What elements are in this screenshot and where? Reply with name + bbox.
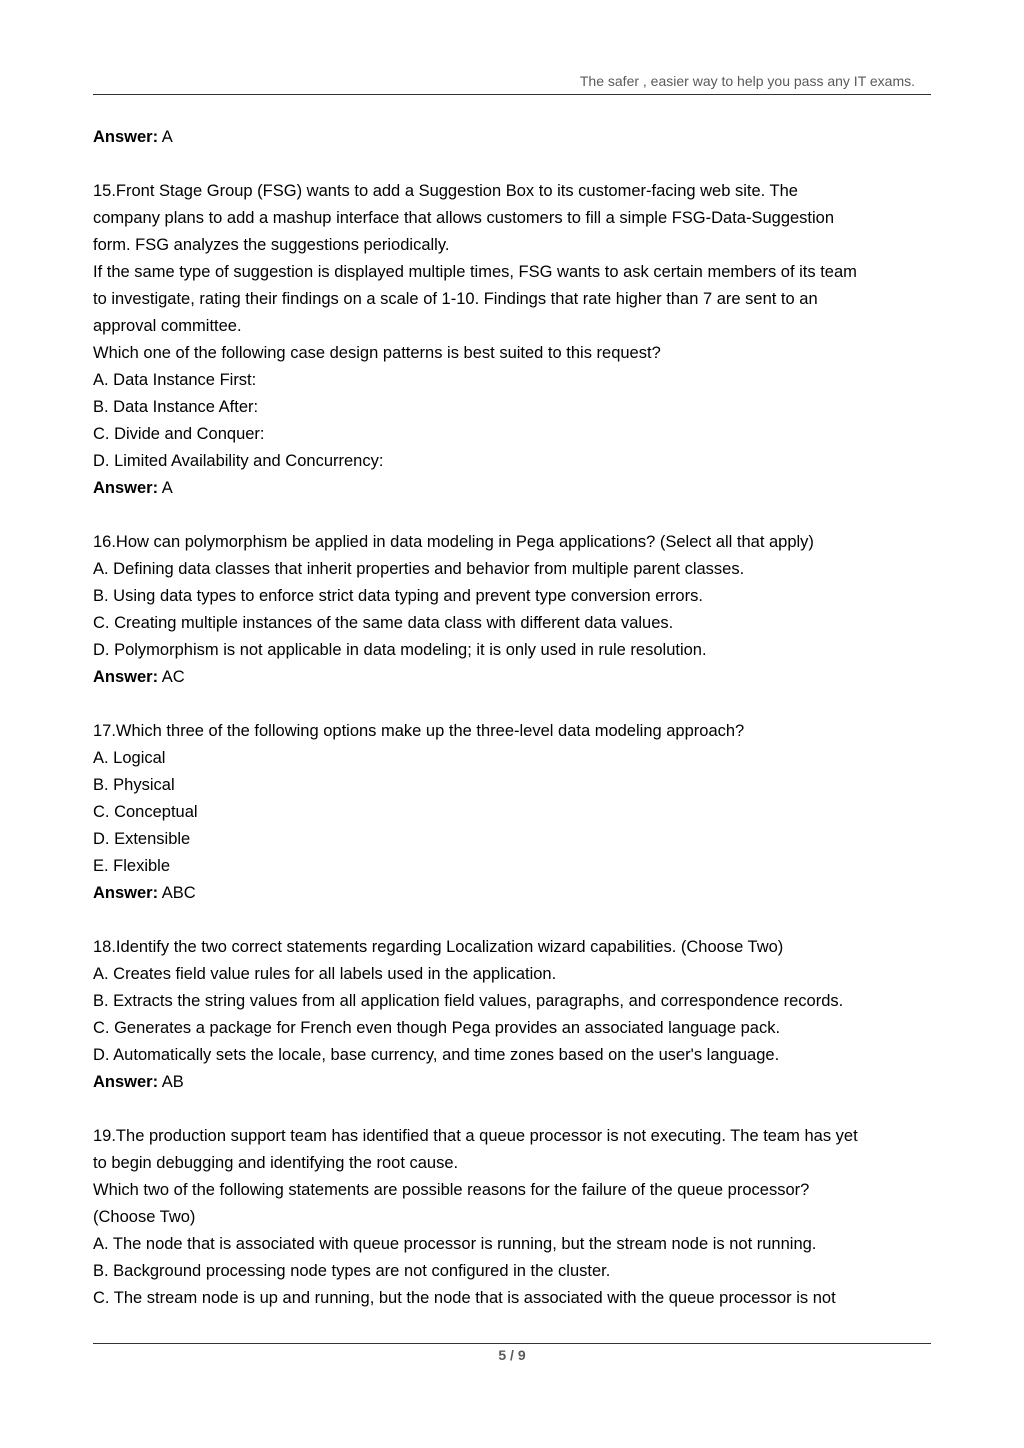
answer-option: A. Creates field value rules for all labels used in the application.	[93, 965, 557, 983]
answer-option: D. Limited Availability and Concurrency:	[93, 452, 384, 470]
answer-option: B. Physical	[93, 776, 175, 794]
answer-option: D. Extensible	[93, 830, 191, 848]
answer-value: A	[161, 479, 173, 497]
answer-option: D. Automatically sets the locale, base currency, and time zones based on the user's language.	[93, 1046, 780, 1064]
question-17	[93, 718, 938, 907]
document-body	[93, 124, 938, 1312]
spacer	[93, 151, 938, 178]
answer-line	[93, 664, 938, 691]
answer-label: Answer:	[93, 1073, 159, 1091]
answer-option: C. Creating multiple instances of the same data class with different data values.	[93, 614, 674, 632]
question-19	[93, 1123, 938, 1312]
answer-option: C. The stream node is up and running, but the node that is associated with the queue processor is not	[93, 1289, 836, 1307]
answer-option: B. Using data types to enforce strict data typing and prevent type conversion errors.	[93, 587, 703, 605]
header-tagline: The safer , easier way to help you pass any IT exams.	[579, 73, 915, 89]
question-text-line: Which one of the following case design patterns is best suited to this request?	[93, 344, 661, 362]
answer-value: AB	[161, 1073, 184, 1091]
answer-option: C. Generates a package for French even though Pega provides an associated language pack.	[93, 1019, 781, 1037]
question-text-line: to investigate, rating their findings on a scale of 1-10. Findings that rate higher than 7 are sent to an	[93, 290, 818, 308]
question-15	[93, 178, 938, 502]
answer-option: B. Extracts the string values from all application field values, paragraphs, and correspondence records.	[93, 992, 844, 1010]
answer-value: ABC	[161, 884, 196, 902]
question-text-line: 17.Which three of the following options make up the three-level data modeling approach?	[93, 722, 745, 740]
answer-option: A. Data Instance First:	[93, 371, 257, 389]
answer-option: A. The node that is associated with queue processor is running, but the stream node is not running.	[93, 1235, 817, 1253]
answer-label: Answer:	[93, 668, 159, 686]
question-text-line: 18.Identify the two correct statements regarding Localization wizard capabilities. (Choose Two)	[93, 938, 784, 956]
answer-label: Answer:	[93, 884, 159, 902]
answer-option: C. Conceptual	[93, 803, 198, 821]
answer-label: Answer:	[93, 479, 159, 497]
question-16	[93, 529, 938, 691]
question-text-line: company plans to add a mashup interface that allows customers to fill a simple FSG-Data-Suggestion	[93, 209, 835, 227]
question-text-line: 15.Front Stage Group (FSG) wants to add a Suggestion Box to its customer-facing web site. The	[93, 182, 798, 200]
answer-line	[93, 124, 938, 151]
question-text-line: form. FSG analyzes the suggestions periodically.	[93, 236, 450, 254]
footer-divider	[93, 1343, 931, 1344]
page-number: 5 / 9	[498, 1347, 526, 1363]
answer-option: D. Polymorphism is not applicable in data modeling; it is only used in rule resolution.	[93, 641, 707, 659]
question-text-line: Which two of the following statements are possible reasons for the failure of the queue processor?	[93, 1181, 810, 1199]
question-text-line: 19.The production support team has identified that a queue processor is not executing. The team has yet	[93, 1127, 858, 1145]
question-text-line: If the same type of suggestion is displayed multiple times, FSG wants to ask certain members of its team	[93, 263, 857, 281]
answer-value: A	[161, 128, 173, 146]
answer-line	[93, 1069, 938, 1096]
answer-option: B. Background processing node types are not configured in the cluster.	[93, 1262, 611, 1280]
answer-line	[93, 880, 938, 907]
spacer	[93, 1096, 938, 1123]
answer-option: B. Data Instance After:	[93, 398, 259, 416]
answer-label: Answer:	[93, 128, 159, 146]
question-text-line: 16.How can polymorphism be applied in data modeling in Pega applications? (Select all that apply)	[93, 533, 814, 551]
question-text-line: (Choose Two)	[93, 1208, 196, 1226]
spacer	[93, 691, 938, 718]
question-18	[93, 934, 938, 1096]
question-text-line: to begin debugging and identifying the root cause.	[93, 1154, 459, 1172]
answer-line	[93, 475, 938, 502]
answer-value: AC	[161, 668, 185, 686]
answer-option: E. Flexible	[93, 857, 171, 875]
answer-option: C. Divide and Conquer:	[93, 425, 265, 443]
answer-option: A. Logical	[93, 749, 166, 767]
spacer	[93, 502, 938, 529]
spacer	[93, 907, 938, 934]
answer-option: A. Defining data classes that inherit properties and behavior from multiple parent classes.	[93, 560, 745, 578]
page-header	[93, 72, 931, 95]
question-text-line: approval committee.	[93, 317, 242, 335]
